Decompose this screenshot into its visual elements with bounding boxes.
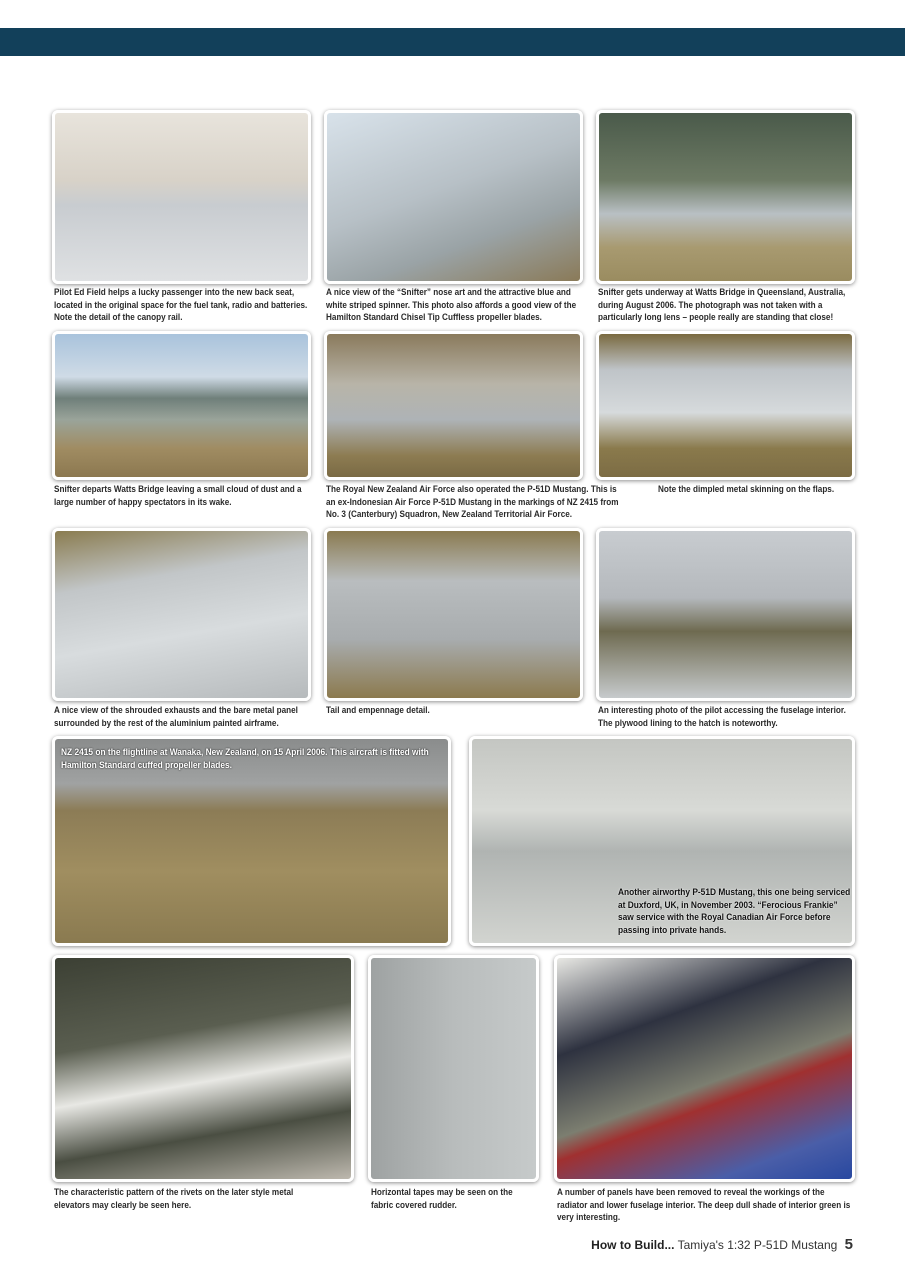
photo-duxford-mustang (469, 736, 855, 946)
photo-overlay-caption: Another airworthy P-51D Mustang, this one being serviced at Duxford, UK, in November 2003. “Ferocious Frankie” saw service with the Royal Canadian Air Force before passing into private hands. (618, 887, 851, 936)
photo-snifter-underway (596, 110, 855, 284)
photo-pilot-passenger (52, 110, 311, 284)
caption: Pilot Ed Field helps a lucky passenger into the new back seat, located in the original space for the fuel tank, radio and batteries. Note the detail of the canopy rail. (54, 287, 308, 323)
page-footer (591, 1236, 853, 1253)
photo-elevators (52, 955, 354, 1182)
photo-nz2415-flightline (52, 736, 451, 946)
header-bar (0, 28, 905, 56)
caption: Snifter departs Watts Bridge leaving a small cloud of dust and a large number of happy spectators in its wake. (54, 484, 302, 508)
caption: Tail and empennage detail. (326, 705, 430, 716)
caption: A nice view of the “Snifter” nose art and the attractive blue and white striped spinner. This photo also affords a good view of the Hamilton Standard Chisel Tip Cuffless propeller blades. (326, 287, 577, 323)
caption: A number of panels have been removed to reveal the workings of the radiator and lower fuselage interior. The deep dull shade of interior green is very interesting. (557, 1187, 851, 1223)
page-number: 5 (844, 1236, 853, 1253)
photo-exhausts (52, 528, 311, 701)
footer-series: How to Build... (591, 1238, 675, 1252)
photo-snifter-nose (324, 110, 583, 284)
caption: Horizontal tapes may be seen on the fabric covered rudder. (371, 1187, 513, 1211)
photo-tail (324, 528, 583, 701)
footer-title: Tamiya's 1:32 P-51D Mustang (677, 1238, 838, 1252)
photo-rudder (368, 955, 539, 1182)
caption: An interesting photo of the pilot accessing the fuselage interior. The plywood lining to the hatch is noteworthy. (598, 705, 846, 729)
caption: The Royal New Zealand Air Force also operated the P-51D Mustang. This is an ex-Indonesian Air Force P-51D Mustang in the markings of NZ 2415 from No. 3 (Canterbury) Squadron, New Zealand Territorial Air Force. (326, 484, 619, 520)
caption: Note the dimpled metal skinning on the flaps. (658, 484, 835, 495)
photo-rnzaf-mustang (324, 331, 583, 480)
photo-panels-removed (554, 955, 855, 1182)
photo-flaps (596, 331, 855, 480)
caption: The characteristic pattern of the rivets on the later style metal elevators may clearly be seen here. (54, 1187, 294, 1211)
photo-snifter-departs (52, 331, 311, 480)
photo-pilot-hatch (596, 528, 855, 701)
caption: A nice view of the shrouded exhausts and the bare metal panel surrounded by the rest of the aluminium painted airframe. (54, 705, 298, 729)
caption: Snifter gets underway at Watts Bridge in Queensland, Australia, during August 2006. The photograph was not taken with a particularly long lens – people really are standing that close! (598, 287, 846, 323)
photo-overlay-caption: NZ 2415 on the flightline at Wanaka, New Zealand, on 15 April 2006. This aircraft is fitted with Hamilton Standard cuffed propeller blades. (61, 747, 429, 771)
